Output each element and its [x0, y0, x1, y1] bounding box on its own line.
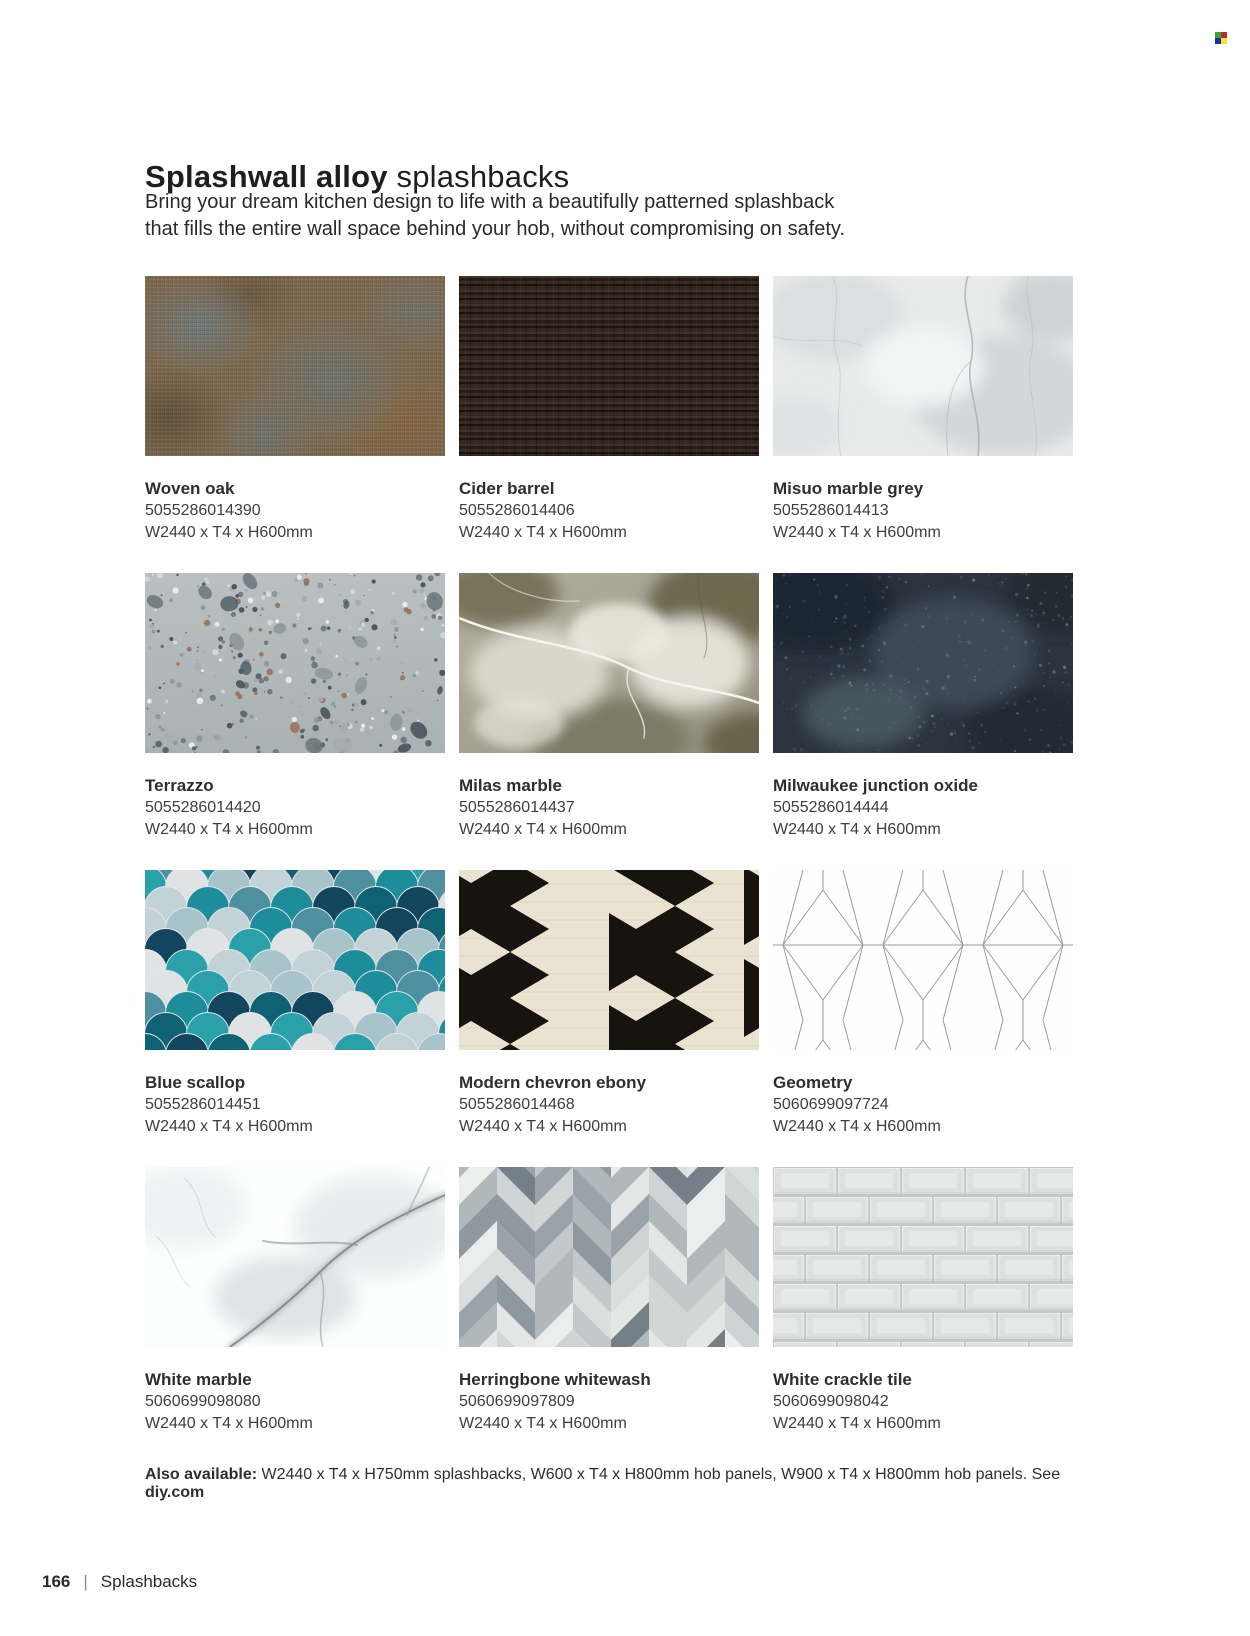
- also-available-note: [145, 1466, 1085, 1502]
- product-code: 5060699097809: [459, 1393, 575, 1410]
- blue-scallop-texture: [145, 870, 445, 1050]
- product-dimensions: W2440 x T4 x H600mm: [145, 1415, 313, 1432]
- product-name: Geometry: [773, 1073, 853, 1092]
- swatch-modern-chevron-ebony: [459, 870, 759, 1050]
- product-card-misuo-marble-grey: [773, 276, 1073, 544]
- swatch-milwaukee-junction-oxide: [773, 573, 1073, 753]
- swatch-white-crackle-tile: [773, 1167, 1073, 1347]
- product-code: 5055286014468: [459, 1096, 575, 1113]
- crackle-tile-texture: [773, 1167, 1073, 1347]
- product-name: White marble: [145, 1370, 252, 1389]
- print-mark-yellow: [1221, 38, 1227, 44]
- page-number: 166: [42, 1572, 71, 1591]
- milas-marble-texture: [459, 573, 759, 753]
- product-dimensions: W2440 x T4 x H600mm: [459, 524, 627, 541]
- product-card-herringbone-whitewash: [459, 1167, 759, 1435]
- herringbone-texture: [459, 1167, 759, 1347]
- product-name: Milas marble: [459, 776, 562, 795]
- product-dimensions: W2440 x T4 x H600mm: [145, 524, 313, 541]
- product-dimensions: W2440 x T4 x H600mm: [145, 1118, 313, 1135]
- swatch-misuo-marble-grey: [773, 276, 1073, 456]
- swatch-white-marble: [145, 1167, 445, 1347]
- product-dimensions: W2440 x T4 x H600mm: [773, 821, 941, 838]
- page-footer: [42, 1572, 197, 1592]
- product-card-white-marble: [145, 1167, 445, 1435]
- product-dimensions: W2440 x T4 x H600mm: [773, 1118, 941, 1135]
- product-name: Cider barrel: [459, 479, 555, 498]
- product-code: 5055286014406: [459, 502, 575, 519]
- product-name: Modern chevron ebony: [459, 1073, 647, 1092]
- product-code: 5055286014390: [145, 502, 261, 519]
- terrazzo-texture: [145, 573, 445, 753]
- geometry-texture: [773, 870, 1073, 1050]
- product-card-woven-oak: [145, 276, 445, 544]
- product-code: 5055286014444: [773, 799, 889, 816]
- misuo-marble-texture: [773, 276, 1073, 456]
- swatch-woven-oak: [145, 276, 445, 456]
- swatch-cider-barrel: [459, 276, 759, 456]
- product-code: 5055286014413: [773, 502, 889, 519]
- product-code: 5055286014420: [145, 799, 261, 816]
- product-code: 5060699097724: [773, 1096, 889, 1113]
- product-card-modern-chevron-ebony: [459, 870, 759, 1138]
- product-name: Misuo marble grey: [773, 479, 924, 498]
- swatch-geometry: [773, 870, 1073, 1050]
- product-dimensions: W2440 x T4 x H600mm: [145, 821, 313, 838]
- product-card-terrazzo: [145, 573, 445, 841]
- intro-text: [145, 189, 845, 243]
- footer-section: Splashbacks: [100, 1572, 198, 1591]
- product-card-milwaukee-junction-oxide: [773, 573, 1073, 841]
- product-card-milas-marble: [459, 573, 759, 841]
- also-available-text: W2440 x T4 x H750mm splashbacks, W600 x T4 x H800mm hob panels, W900 x T4 x H800mm hob panels. See: [257, 1466, 1061, 1483]
- chevron-texture: [459, 870, 759, 1050]
- product-card-geometry: [773, 870, 1073, 1138]
- product-name: Milwaukee junction oxide: [773, 776, 978, 795]
- intro-line-2: that fills the entire wall space behind your hob, without compromising on safety.: [145, 218, 845, 240]
- product-code: 5060699098042: [773, 1393, 889, 1410]
- page-title-regular: splashbacks: [387, 158, 570, 194]
- product-card-blue-scallop: [145, 870, 445, 1138]
- product-name: Woven oak: [145, 479, 235, 498]
- product-card-cider-barrel: [459, 276, 759, 544]
- swatch-milas-marble: [459, 573, 759, 753]
- swatch-terrazzo: [145, 573, 445, 753]
- product-dimensions: W2440 x T4 x H600mm: [773, 524, 941, 541]
- swatch-herringbone-whitewash: [459, 1167, 759, 1347]
- product-dimensions: W2440 x T4 x H600mm: [459, 1415, 627, 1432]
- product-code: 5055286014451: [145, 1096, 261, 1113]
- product-name: Blue scallop: [145, 1073, 246, 1092]
- also-available-site: diy.com: [145, 1484, 205, 1501]
- product-dimensions: W2440 x T4 x H600mm: [773, 1415, 941, 1432]
- white-marble-texture: [145, 1167, 445, 1347]
- product-name: Terrazzo: [145, 776, 214, 795]
- product-name: White crackle tile: [773, 1370, 912, 1389]
- oxide-texture: [773, 573, 1073, 753]
- product-dimensions: W2440 x T4 x H600mm: [459, 1118, 627, 1135]
- swatch-blue-scallop: [145, 870, 445, 1050]
- product-code: 5060699098080: [145, 1393, 261, 1410]
- product-dimensions: W2440 x T4 x H600mm: [459, 821, 627, 838]
- intro-line-1: Bring your dream kitchen design to life with a beautifully patterned splashback: [145, 191, 835, 213]
- page-title-bold: Splashwall alloy: [145, 158, 388, 194]
- product-code: 5055286014437: [459, 799, 575, 816]
- also-available-label: Also available:: [145, 1466, 258, 1483]
- footer-separator: |: [83, 1572, 88, 1591]
- print-color-mark: [1215, 32, 1227, 44]
- product-name: Herringbone whitewash: [459, 1370, 651, 1389]
- product-card-white-crackle-tile: [773, 1167, 1073, 1435]
